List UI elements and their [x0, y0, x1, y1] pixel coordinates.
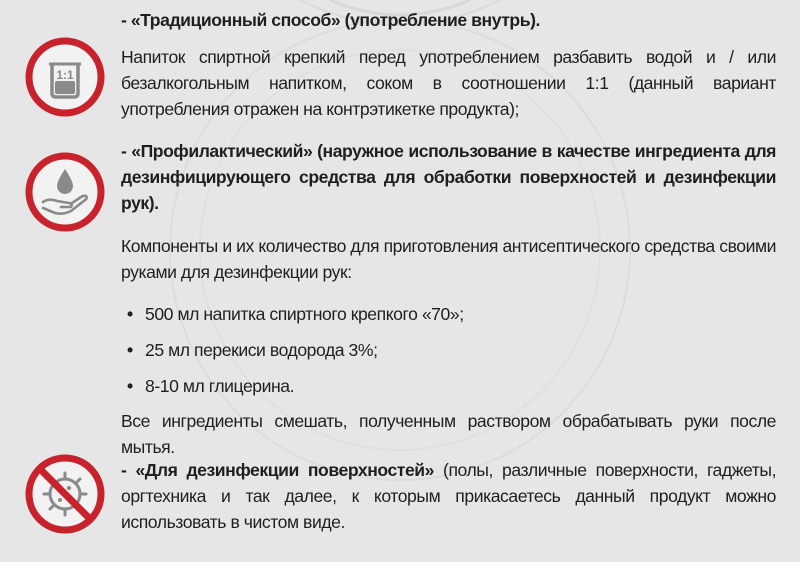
section-heading: - «Для дезинфекции поверхностей»: [121, 460, 435, 480]
section-heading: - «Профилактический» (наружное использование в качестве ингредиента для дезинфицирующего средства для обработки поверхностей и дезинфекции рук).: [121, 141, 776, 213]
section-surfaces: [121, 457, 776, 535]
section-heading: - «Традиционный способ» (употребление внутрь).: [121, 10, 540, 30]
list-item: • 25 мл перекиси водорода 3%;: [127, 340, 378, 360]
section-body: Напиток спиртной крепкий перед употреблением разбавить водой и / или безалкогольным напитком, соком в соотношении 1:1 (данный вариант употребления отражен на контрэтикетке продукта);: [121, 47, 776, 119]
ingredients-list: [127, 296, 767, 404]
list-item: • 500 мл напитка спиртного крепкого «70»;: [127, 304, 464, 324]
no-virus-icon: [25, 454, 105, 534]
hand-drop-icon: [25, 152, 105, 232]
section-traditional: [121, 7, 776, 122]
section-intro: Компоненты и их количество для приготовления антисептического средства своими руками для дезинфекции рук:: [121, 236, 776, 282]
section-outro: [121, 408, 776, 460]
measuring-cup-1-1-icon: [25, 37, 105, 117]
section-prophylactic: [121, 138, 776, 285]
svg-text:1:1: 1:1: [56, 68, 74, 82]
section-outro-text: Все ингредиенты смешать, полученным раствором обрабатывать руки после мытья.: [121, 411, 776, 457]
section-heading-rest: (полы, различные поверхности, гаджеты, оргтехника и так далее, к которым прикасаетесь данный продукт можно использовать в чистом виде.: [121, 460, 777, 532]
list-item: • 8-10 мл глицерина.: [127, 376, 295, 396]
section-body: [121, 457, 776, 535]
